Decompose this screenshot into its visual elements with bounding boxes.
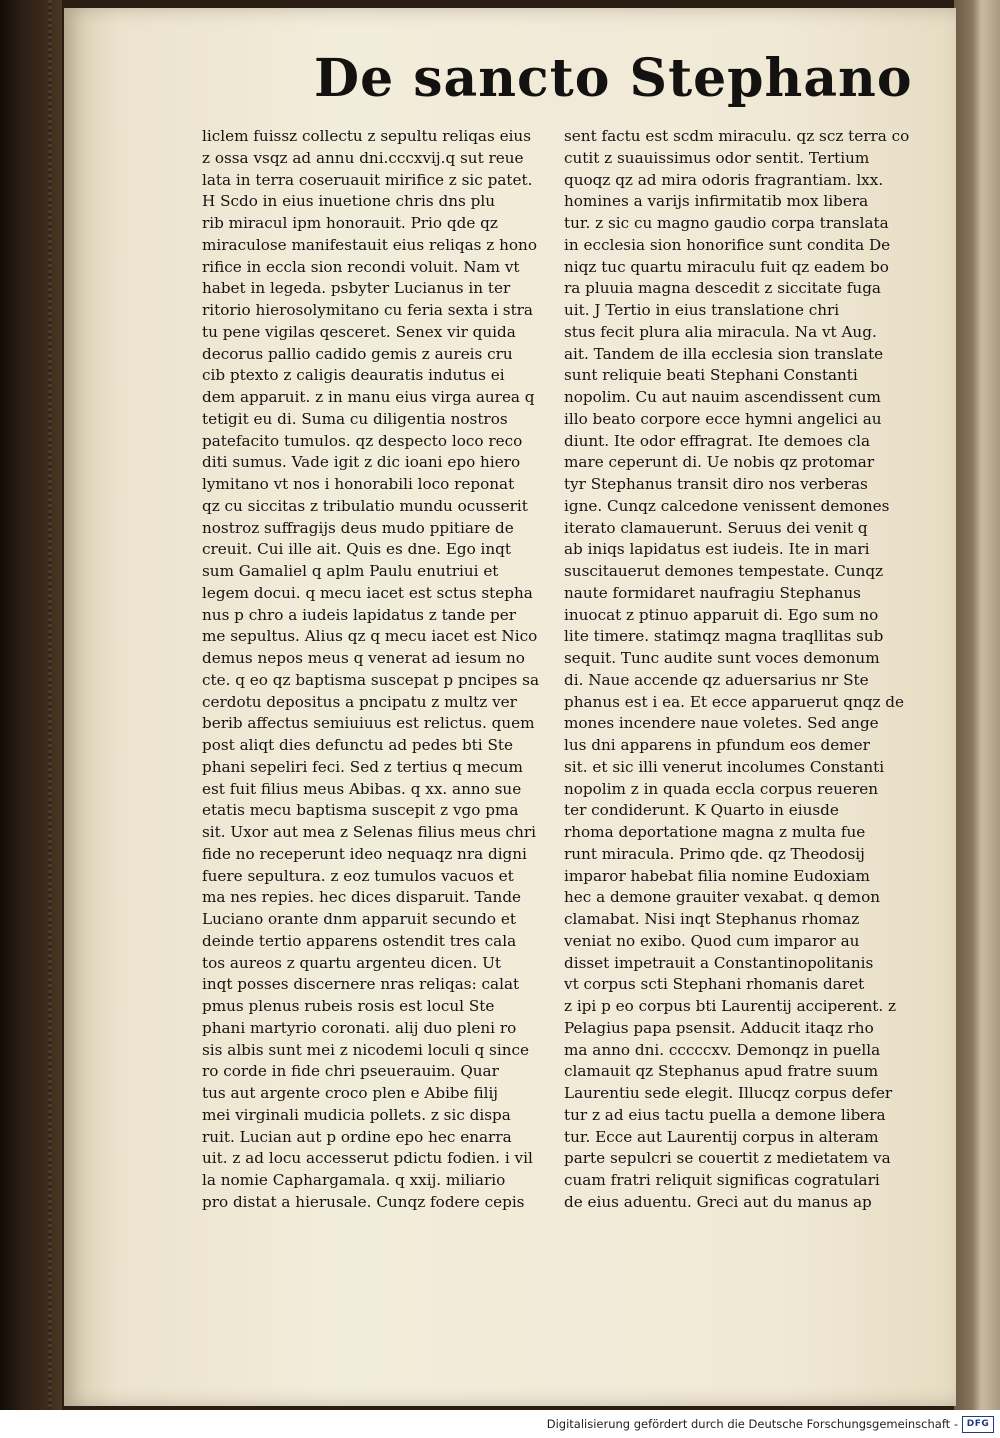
- text-line: tetigit eu di. Suma cu diligentia nostros: [202, 409, 508, 428]
- text-line: uit. J Tertio in eius translatione chri: [564, 301, 840, 319]
- text-line: igne. Cunqz calcedone venissent demones: [564, 496, 890, 515]
- book-board-right: [954, 0, 1000, 1410]
- text-line: imparor habebat filia nomine Eudoxiam: [564, 866, 870, 885]
- text-line: sunt reliquie beati Stephani Constanti: [564, 366, 858, 385]
- text-line: miraculose manifestauit eius reliqas z hono: [202, 235, 537, 254]
- text-line: Laurentiu sede elegit. Illucqz corpus defer: [564, 1084, 893, 1102]
- text-line: nopolim z in quada eccla corpus reueren: [564, 779, 879, 798]
- text-line: clamauit qz Stephanus apud fratre suum: [564, 1062, 879, 1081]
- text-line: cutit z suauissimus odor sentit. Tertium: [564, 148, 870, 167]
- footer-credit: Digitalisierung gefördert durch die Deutsche Forschungsgemeinschaft -: [546, 1417, 958, 1431]
- text-line: demus nepos meus q venerat ad iesum no: [202, 649, 525, 667]
- text-line: lata in terra coseruauit mirifice z sic patet.: [202, 170, 533, 189]
- text-line: fide no receperunt ideo nequaqz nra digni: [202, 844, 527, 863]
- text-line: tyr Stephanus transit diro nos verberas: [564, 475, 868, 493]
- text-line: iterato clamauerunt. Seruus dei venit q: [564, 518, 868, 537]
- text-line: suscitauerut demones tempestate. Cunqz: [564, 562, 884, 580]
- text-line: cte. q eo qz baptisma suscepat p pncipes sa: [202, 670, 540, 689]
- text-line: tos aureos z quartu argenteu dicen. Ut: [202, 953, 501, 972]
- right-text-column: [564, 126, 956, 1214]
- text-line: stus fecit plura alia miracula. Na vt Aug.: [564, 322, 877, 341]
- text-line: legem docui. q mecu iacet est sctus stepha: [202, 583, 533, 602]
- text-line: inqt posses discernere nras reliqas: calat: [202, 975, 520, 994]
- footer-bar: [0, 1410, 1000, 1438]
- text-line: vt corpus scti Stephani rhomanis daret: [564, 975, 865, 994]
- text-line: cib ptexto z caligis deauratis indutus ei: [202, 366, 505, 385]
- text-line: sent factu est scdm miraculu. qz scz terra co: [564, 127, 910, 145]
- text-line: creuit. Cui ille ait. Quis es dne. Ego inqt: [202, 540, 512, 559]
- dfg-logo: DFG: [962, 1416, 994, 1433]
- text-line: patefacito tumulos. qz despecto loco reco: [202, 431, 523, 450]
- text-line: niqz tuc quartu miraculu fuit qz eadem bo: [564, 257, 889, 276]
- text-line: quoqz qz ad mira odoris fragrantiam. lxx.: [564, 170, 884, 189]
- text-line: disset impetrauit a Constantinopolitanis: [564, 953, 874, 972]
- text-line: ritorio hierosolymitano cu feria sexta i stra: [202, 301, 533, 319]
- text-line: mones incendere naue voletes. Sed ange: [564, 714, 879, 733]
- text-line: mei virginali mudicia pollets. z sic dispa: [202, 1105, 511, 1124]
- text-line: tus aut argente croco plen e Abibe filij: [202, 1084, 499, 1102]
- text-line: rib miracul ipm honorauit. Prio qde qz: [202, 214, 498, 232]
- text-line: qz cu siccitas z tribulatio mundu ocusserit: [202, 496, 528, 515]
- text-line: clamabat. Nisi inqt Stephanus rhomaz: [564, 910, 860, 928]
- text-line: sit. Uxor aut mea z Selenas filius meus chri: [202, 823, 537, 841]
- text-line: tu pene vigilas qesceret. Senex vir quida: [202, 322, 516, 341]
- text-line: est fuit filius meus Abibas. q xx. anno sue: [202, 779, 522, 798]
- text-line: dem apparuit. z in manu eius virga aurea q: [202, 388, 535, 406]
- text-line: Luciano orante dnm apparuit secundo et: [202, 910, 516, 928]
- text-line: de eius aduentu. Greci aut du manus ap: [564, 1192, 872, 1211]
- left-text-column: [202, 126, 574, 1214]
- text-line: diunt. Ite odor effragrat. Ite demoes cla: [564, 431, 871, 450]
- text-line: z ossa vsqz ad annu dni.cccxvij.q sut reue: [202, 148, 524, 167]
- text-line: inuocat z ptinuo apparuit di. Ego sum no: [564, 605, 879, 624]
- text-line: me sepultus. Alius qz q mecu iacet est Nico: [202, 627, 538, 646]
- text-line: phanus est i ea. Et ecce apparuerut qnqz de: [564, 692, 904, 711]
- text-line: z ipi p eo corpus bti Laurentij acciperent. z: [564, 997, 897, 1015]
- text-line: cuam fratri reliquit significas cogratulari: [564, 1171, 880, 1189]
- text-line: sum Gamaliel q aplm Paulu enutriui et: [202, 562, 499, 580]
- text-line: sis albis sunt mei z nicodemi loculi q since: [202, 1040, 529, 1059]
- text-line: ter condiderunt. K Quarto in eiusde: [564, 801, 839, 820]
- text-line: rhoma deportatione magna z multa fue: [564, 823, 866, 841]
- book-page: [64, 8, 956, 1406]
- text-line: ait. Tandem de illa ecclesia sion translate: [564, 344, 884, 363]
- text-line: parte sepulcri se couertit z medietatem va: [564, 1149, 891, 1168]
- text-line: ma anno dni. cccccxv. Demonqz in puella: [564, 1040, 881, 1059]
- book-edge: [0, 0, 62, 1410]
- text-line: nostroz suffragijs deus mudo ppitiare de: [202, 518, 514, 537]
- text-line: fuere sepultura. z eoz tumulos vacuos et: [202, 866, 514, 885]
- text-line: ruit. Lucian aut p ordine epo hec enarra: [202, 1127, 512, 1146]
- text-line: lymitano vt nos i honorabili loco reponat: [202, 475, 515, 493]
- text-line: pro distat a hierusale. Cunqz fodere cepis: [202, 1192, 525, 1211]
- text-line: rifice in eccla sion recondi voluit. Nam vt: [202, 257, 520, 276]
- text-line: tur z ad eius tactu puella a demone libera: [564, 1105, 886, 1124]
- text-line: hec a demone grauiter vexabat. q demon: [564, 888, 881, 907]
- text-line: veniat no exibo. Quod cum imparor au: [564, 931, 860, 950]
- text-line: la nomie Caphargamala. q xxij. miliario: [202, 1171, 506, 1189]
- text-line: phani martyrio coronati. alij duo pleni ro: [202, 1018, 517, 1037]
- text-line: berib affectus semiuiuus est relictus. quem: [202, 714, 535, 733]
- text-line: Pelagius papa psensit. Adducit itaqz rho: [564, 1018, 874, 1037]
- text-line: homines a varijs infirmitatib mox libera: [564, 192, 869, 211]
- text-line: nus p chro a iudeis lapidatus z tande per: [202, 605, 517, 624]
- text-line: in ecclesia sion honorifice sunt condita De: [564, 235, 891, 254]
- text-line: tur. Ecce aut Laurentij corpus in alteram: [564, 1127, 879, 1146]
- text-line: decorus pallio cadido gemis z aureis cru: [202, 344, 513, 363]
- text-line: cerdotu depositus a pncipatu z multz ver: [202, 692, 517, 711]
- text-line: runt miracula. Primo qde. qz Theodosij: [564, 844, 865, 863]
- text-line: post aliqt dies defunctu ad pedes bti Ste: [202, 736, 513, 754]
- running-head: De sancto Stephano: [314, 48, 913, 109]
- text-line: sequit. Tunc audite sunt voces demonum: [564, 649, 880, 667]
- text-line: deinde tertio apparens ostendit tres cala: [202, 931, 517, 950]
- text-line: lus dni apparens in pfundum eos demer: [564, 736, 870, 754]
- text-line: naute formidaret naufragiu Stephanus: [564, 583, 861, 602]
- text-line: H Scdo in eius inuetione chris dns plu: [202, 192, 496, 211]
- text-line: di. Naue accende qz aduersarius nr Ste: [564, 670, 869, 689]
- text-line: nopolim. Cu aut nauim ascendissent cum: [564, 388, 881, 406]
- text-line: ma nes repies. hec dices disparuit. Tande: [202, 888, 522, 907]
- text-line: tur. z sic cu magno gaudio corpa translata: [564, 214, 889, 232]
- text-line: habet in legeda. psbyter Lucianus in ter: [202, 279, 511, 298]
- text-line: illo beato corpore ecce hymni angelici au: [564, 409, 882, 428]
- text-line: diti sumus. Vade igit z dic ioani epo hiero: [202, 453, 521, 472]
- text-line: lite timere. statimqz magna traqllitas sub: [564, 627, 884, 646]
- text-line: sit. et sic illi venerut incolumes Constanti: [564, 757, 885, 776]
- text-line: ab iniqs lapidatus est iudeis. Ite in mari: [564, 540, 870, 559]
- text-line: pmus plenus rubeis rosis est locul Ste: [202, 997, 495, 1015]
- text-line: liclem fuissz collectu z sepultu reliqas eius: [202, 127, 532, 145]
- text-line: ra pluuia magna descedit z siccitate fuga: [564, 279, 881, 298]
- text-line: phani sepeliri feci. Sed z tertius q mecum: [202, 757, 523, 776]
- text-line: etatis mecu baptisma suscepit z vgo pma: [202, 801, 519, 820]
- text-line: uit. z ad locu accesserut pdictu fodien. i vil: [202, 1149, 533, 1168]
- text-line: ro corde in fide chri pseuerauim. Quar: [202, 1062, 499, 1081]
- text-line: mare ceperunt di. Ue nobis qz protomar: [564, 453, 875, 472]
